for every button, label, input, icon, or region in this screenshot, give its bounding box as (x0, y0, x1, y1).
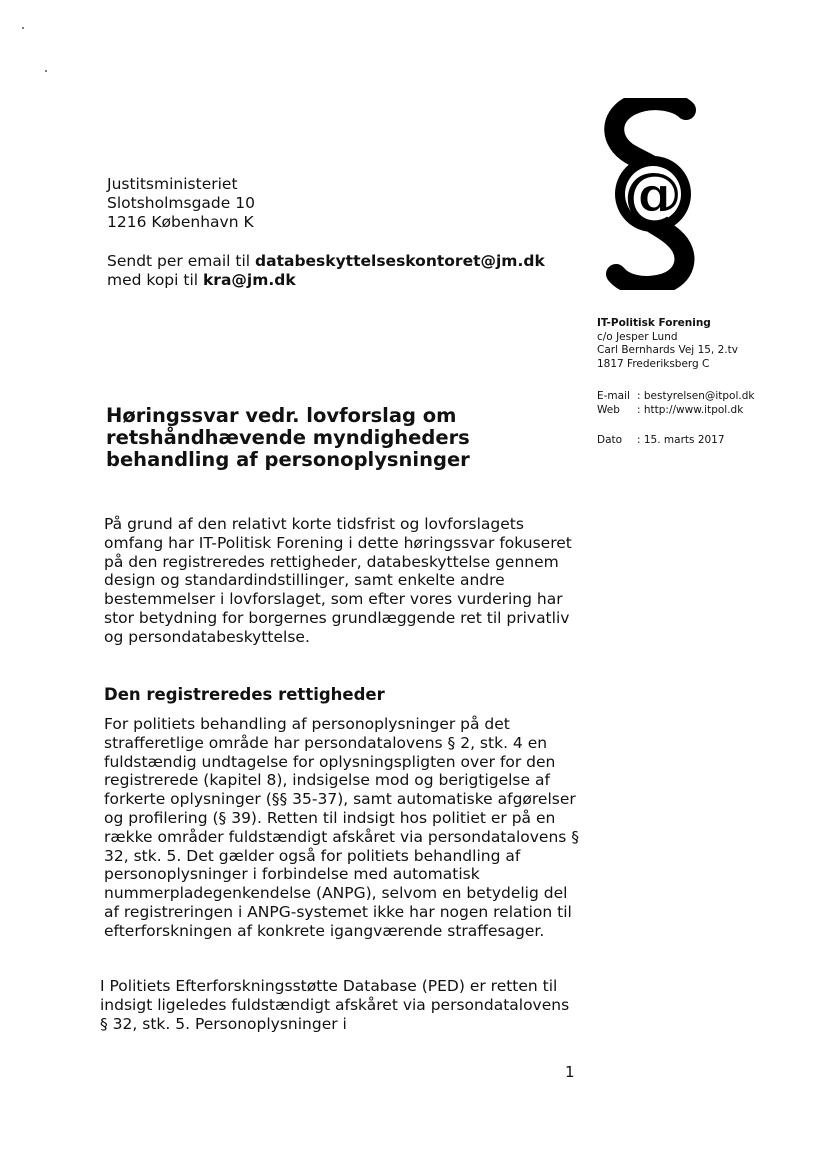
sender-line1: c/o Jesper Lund (597, 330, 678, 343)
recipient-street: Slotsholmsgade 10 (107, 194, 255, 212)
sender-org: IT-Politisk Forening (597, 317, 711, 329)
recipient-address (107, 175, 255, 232)
sent-info (107, 252, 545, 290)
section-heading: Den registreredes rettigheder (104, 685, 385, 704)
scan-speck (22, 27, 24, 29)
date-value: : 15. marts 2017 (637, 434, 725, 446)
recipient-name: Justitsministeriet (107, 175, 238, 193)
web-key: Web (597, 403, 620, 416)
sender-line2: Carl Bernhards Vej 15, 2.tv (597, 344, 738, 356)
sent-email: databeskyttelseskontoret@jm.dk (255, 252, 545, 270)
scan-speck (45, 70, 47, 72)
sender-address (597, 317, 738, 371)
web-value: : http://www.itpol.dk (637, 403, 744, 416)
intro-paragraph: På grund af den relativt korte tidsfrist og lovforslagets omfang har IT-Politisk Forening i dette høringssvar fokuseret på den registreredes rettigheder, databeskyttelse gennem design og standardindstillinger, samt enkelte andre bestemmelser i lovforslaget, som efter vores vurdering har stor betydning for borgernes grundlæggende ret til privatliv og persondatabeskyttelse. (104, 515, 572, 646)
document-title: Høringssvar vedr. lovforslag om retshåndhævende myndigheders behandling af personoplysninger (106, 404, 470, 471)
sender-line3: 1817 Frederiksberg C (597, 357, 710, 370)
email-value: : bestyrelsen@itpol.dk (637, 390, 755, 402)
sender-contact (597, 390, 754, 417)
section-paragraph-2: I Politiets Efterforskningsstøtte Database (PED) er retten til indsigt ligeledes fuldstændigt afskåret via persondatalovens § 32, stk. 5. Personoplysninger i (100, 977, 570, 1033)
recipient-city: 1216 København K (107, 213, 254, 231)
paragraph-at-logo-icon (598, 98, 708, 290)
copy-prefix: med kopi til (107, 271, 203, 289)
page-number: 1 (565, 1063, 575, 1081)
sent-prefix: Sendt per email til (107, 252, 256, 270)
section-paragraph-1: For politiets behandling af personoplysninger på det strafferetlige område har persondatalovens § 2, stk. 4 en fuldstændig undtagelse for oplysningspligten over for den registrerede (kapitel 8), indsigelse mod og berigtigelse af forkerte oplysninger (§§ 35-37), samt automatiske afgørelser og profilering (§ 39). Retten til indsigt hos politiet er på en række områder fuldstændigt afskåret via persondatalovens § 32, stk. 5. Det gælder også for politiets behandling af personoplysninger i forbindelse med automatisk nummerpladegenkendelse (ANPG), selvom en betydelig del af registreringen i ANPG-systemet ikke har nogen relation til efterforskningen af konkrete igangværende straffesager. (104, 715, 580, 940)
date-key: Dato (597, 434, 623, 446)
copy-email: kra@jm.dk (203, 271, 296, 289)
date-line (597, 433, 725, 447)
svg-text:@: @ (624, 160, 682, 228)
email-key: E-mail (597, 390, 630, 402)
